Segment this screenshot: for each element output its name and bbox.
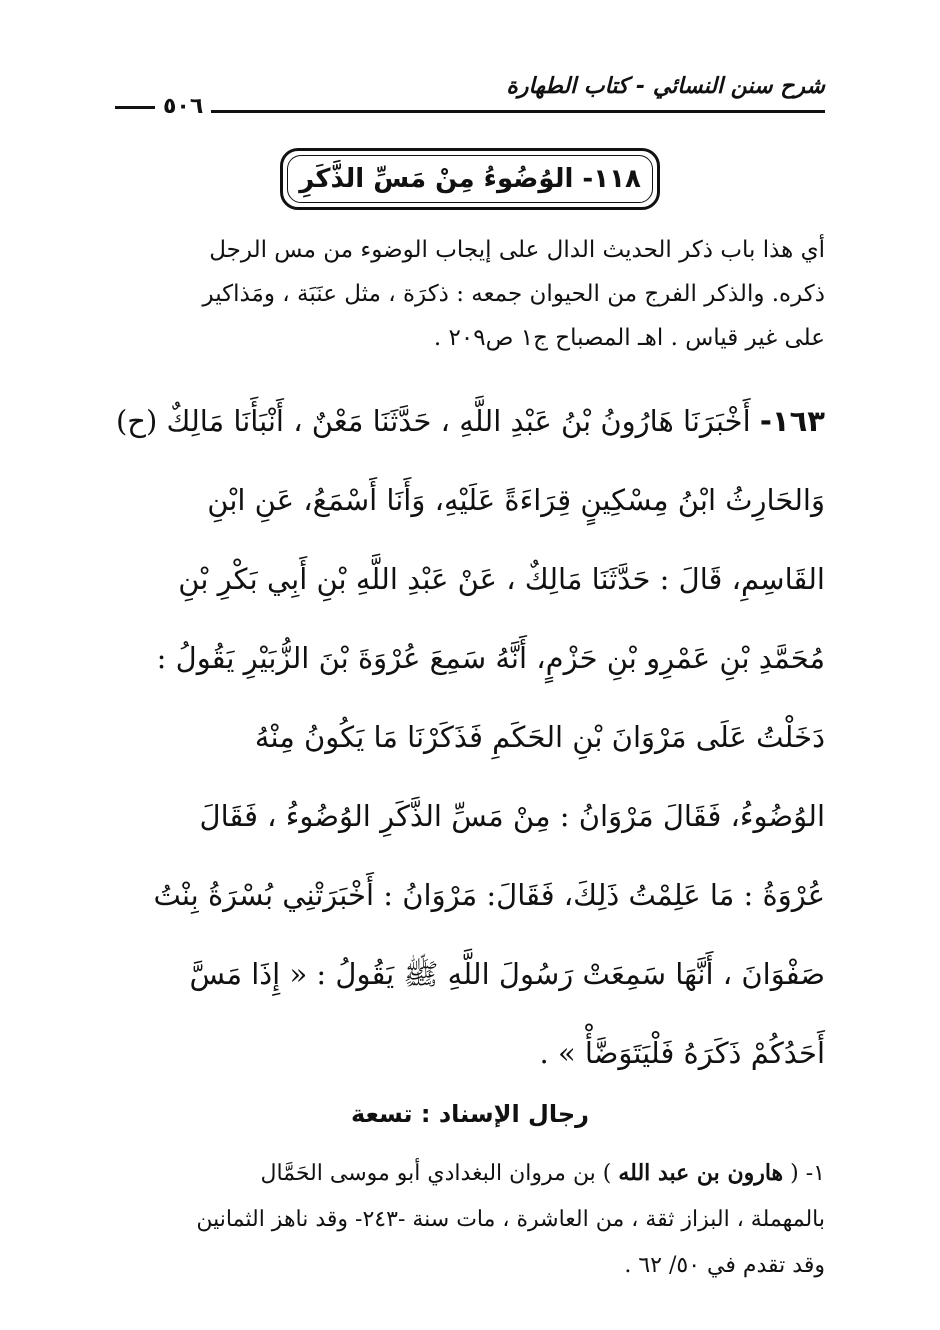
hadith-line-4: مُحَمَّدِ بْنِ عَمْرِو بْنِ حَزْمٍ، أَنَّهُ سَمِعَ عُرْوَةَ بْنَ الزُّبَيْرِ يَقُولُ : [156,641,825,675]
hadith-line-9: أَحَدُكُمْ ذَكَرَهُ فَلْيَتَوَضَّأْ » . [539,1036,825,1070]
hadith-line-3: القَاسِمِ، قَالَ : حَدَّثَنَا مَالِكٌ ، عَنْ عَبْدِ اللَّهِ بْنِ أَبِي بَكْرِ بْنِ [178,562,825,596]
hadith-line-1 [110,382,825,461]
page-header [115,74,825,119]
header-rule [115,110,825,113]
intro-line-3: على غير قياس . اهـ المصباح ج١ ص٢٠٩ . [433,325,825,351]
narrator-line-3: وقد تقدم في ٥٠/ ٦٢ . [624,1253,825,1278]
hadith-first-line: أَخْبَرَنَا هَارُونُ بْنُ عَبْدِ اللَّهِ ، حَدَّثَنَا مَعْنٌ ، أَنْبَأَنَا مَالِكٌ (ح) [115,404,751,438]
hadith-text [110,382,825,1093]
chapter-intro [115,228,825,360]
narrator-item-prefix: ١- ( [790,1161,825,1186]
narrator-item-1 [110,1150,825,1197]
chapter-title-box [280,148,660,210]
chapter-title: ١١٨- الوُضُوءُ مِنْ مَسِّ الذَّكَرِ [299,164,641,194]
narrator-item-rest: ) بن مروان البغدادي أبو موسى الحَمَّال [260,1161,612,1186]
intro-line-1: أي هذا باب ذكر الحديث الدال على إيجاب الوضوء من مس الرجل [209,237,825,263]
hadith-line-7: عُرْوَةُ : مَا عَلِمْتُ ذَلِكَ، فَقَالَ: مَرْوَانُ : أَخْبَرَتْنِي بُسْرَةُ بِنْتُ [153,878,825,912]
hadith-line-8: صَفْوَانَ ، أَنَّهَا سَمِعَتْ رَسُولَ اللَّهِ ﷺ يَقُولُ : « إِذَا مَسَّ [189,957,825,991]
hadith-line-5: دَخَلْتُ عَلَى مَرْوَانَ بْنِ الحَكَمِ فَذَكَرْنَا مَا يَكُونُ مِنْهُ [254,720,825,754]
narrators-heading: رجال الإسناد : تسعة [351,1100,589,1128]
hadith-line-6: الوُضُوءُ، فَقَالَ مَرْوَانُ : مِنْ مَسِّ الذَّكَرِ الوُضُوءُ ، فَقَالَ [199,799,825,833]
page-number: ٥٠٦ [115,94,211,119]
narrator-name: هارون بن عبد الله [618,1160,784,1186]
narrators-list [110,1150,825,1289]
running-title: شرح سنن النسائي - كتاب الطهارة [506,74,825,99]
hadith-line-2: وَالحَارِثُ ابْنُ مِسْكِينٍ قِرَاءَةً عَلَيْهِ، وَأَنَا أَسْمَعُ، عَنِ ابْنِ [207,483,825,517]
hadith-number: ١٦٣- [759,404,825,438]
intro-line-2: ذكره. والذكر الفرج من الحيوان جمعه : ذكرَة ، مثل عنَبَة ، ومَذاكير [202,281,825,307]
narrator-line-2: بالمهملة ، البزاز ثقة ، من العاشرة ، مات سنة -٢٤٣- وقد ناهز الثمانين [196,1207,825,1232]
